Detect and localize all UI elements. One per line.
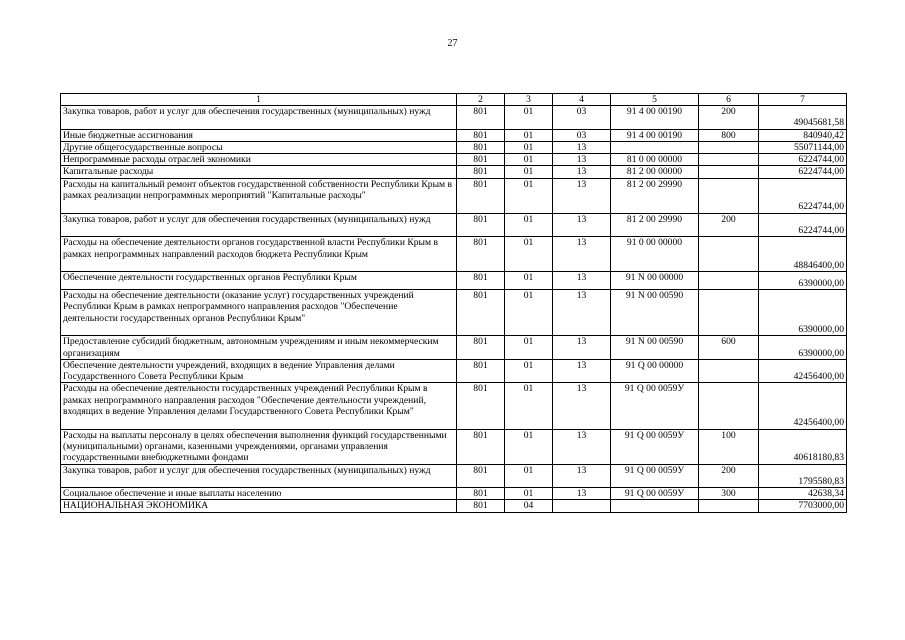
- row-code-cell: 801: [457, 272, 505, 290]
- row-code-cell: 801: [457, 290, 505, 336]
- row-subsection-cell: 13: [553, 383, 611, 429]
- row-subsection-cell: 13: [553, 272, 611, 290]
- row-expense-type-cell: 200: [699, 213, 759, 237]
- table-row: [61, 237, 847, 272]
- row-section-cell: 01: [505, 272, 553, 290]
- row-subsection-cell: 13: [553, 213, 611, 237]
- table-row: [61, 272, 847, 290]
- row-code-cell: 801: [457, 237, 505, 272]
- row-amount-cell: 6390000,00: [759, 272, 847, 290]
- row-amount-cell: 1795580,83: [759, 464, 847, 488]
- row-subsection-cell: 03: [553, 129, 611, 141]
- row-target-article-cell: 81 2 00 00000: [611, 166, 699, 178]
- row-target-article-cell: 81 0 00 00000: [611, 154, 699, 166]
- row-expense-type-cell: [699, 290, 759, 336]
- row-subsection-cell: 13: [553, 141, 611, 153]
- row-section-cell: 01: [505, 383, 553, 429]
- row-name-cell: Предоставление субсидий бюджетным, автономным учреждениям и иным некоммерческим организациям: [61, 336, 457, 360]
- row-subsection-cell: 13: [553, 166, 611, 178]
- row-name-cell: НАЦИОНАЛЬНАЯ ЭКОНОМИКА: [61, 500, 457, 512]
- table-row: [61, 166, 847, 178]
- row-amount-cell: 6390000,00: [759, 336, 847, 360]
- row-subsection-cell: 13: [553, 429, 611, 464]
- row-name-cell: Расходы на обеспечение деятельности государственных учреждений Республики Крым в рамках непрограммного направления расходов "Обеспечение деятельности учреждений, входящих в ведение Управления делами Государственного Совета Республики Крым": [61, 383, 457, 429]
- row-name-cell: Иные бюджетные ассигнования: [61, 129, 457, 141]
- row-expense-type-cell: [699, 359, 759, 383]
- row-expense-type-cell: [699, 500, 759, 512]
- row-amount-cell: 40618180,83: [759, 429, 847, 464]
- row-subsection-cell: 13: [553, 290, 611, 336]
- row-target-article-cell: [611, 141, 699, 153]
- row-expense-type-cell: 600: [699, 336, 759, 360]
- row-amount-cell: 6224744,00: [759, 213, 847, 237]
- row-amount-cell: 6224744,00: [759, 154, 847, 166]
- row-target-article-cell: 81 2 00 29990: [611, 178, 699, 213]
- row-name-cell: Закупка товаров, работ и услуг для обеспечения государственных (муниципальных) нужд: [61, 106, 457, 130]
- row-section-cell: 01: [505, 141, 553, 153]
- row-subsection-cell: 13: [553, 488, 611, 500]
- row-code-cell: 801: [457, 129, 505, 141]
- row-code-cell: 801: [457, 488, 505, 500]
- row-subsection-cell: 13: [553, 178, 611, 213]
- row-name-cell: Обеспечение деятельности учреждений, входящих в ведение Управления делами Государственного Совета Республики Крым: [61, 359, 457, 383]
- row-section-cell: 01: [505, 213, 553, 237]
- row-section-cell: 01: [505, 290, 553, 336]
- row-expense-type-cell: [699, 154, 759, 166]
- row-target-article-cell: 81 2 00 29990: [611, 213, 699, 237]
- header-cell: 4: [553, 94, 611, 106]
- table-row: [61, 488, 847, 500]
- row-code-cell: 801: [457, 500, 505, 512]
- row-code-cell: 801: [457, 429, 505, 464]
- row-code-cell: 801: [457, 383, 505, 429]
- row-name-cell: Расходы на капитальный ремонт объектов государственной собственности Республики Крым в рамках реализации непрограммных мероприятий "Капитальные расходы": [61, 178, 457, 213]
- header-cell: 1: [61, 94, 457, 106]
- budget-table: [60, 93, 847, 513]
- row-section-cell: 01: [505, 429, 553, 464]
- row-code-cell: 801: [457, 336, 505, 360]
- row-section-cell: 04: [505, 500, 553, 512]
- row-target-article-cell: 91 4 00 00190: [611, 129, 699, 141]
- header-cell: 3: [505, 94, 553, 106]
- row-amount-cell: 840940,42: [759, 129, 847, 141]
- row-target-article-cell: 91 N 00 00000: [611, 272, 699, 290]
- row-subsection-cell: 13: [553, 154, 611, 166]
- row-expense-type-cell: [699, 272, 759, 290]
- row-code-cell: 801: [457, 166, 505, 178]
- header-cell: 7: [759, 94, 847, 106]
- row-amount-cell: 6224744,00: [759, 166, 847, 178]
- table-row: [61, 359, 847, 383]
- row-section-cell: 01: [505, 488, 553, 500]
- row-amount-cell: 6224744,00: [759, 178, 847, 213]
- table-row: [61, 154, 847, 166]
- row-code-cell: 801: [457, 106, 505, 130]
- row-amount-cell: 6390000,00: [759, 290, 847, 336]
- row-target-article-cell: 91 Q 00 0059У: [611, 488, 699, 500]
- row-expense-type-cell: [699, 383, 759, 429]
- row-code-cell: 801: [457, 154, 505, 166]
- table-row: [61, 106, 847, 130]
- row-section-cell: 01: [505, 359, 553, 383]
- row-name-cell: Обеспечение деятельности государственных органов Республики Крым: [61, 272, 457, 290]
- row-expense-type-cell: 200: [699, 106, 759, 130]
- table-row: [61, 429, 847, 464]
- row-section-cell: 01: [505, 129, 553, 141]
- row-name-cell: Закупка товаров, работ и услуг для обеспечения государственных (муниципальных) нужд: [61, 213, 457, 237]
- table-header-row: [61, 94, 847, 106]
- row-subsection-cell: 13: [553, 464, 611, 488]
- row-target-article-cell: 91 Q 00 00000: [611, 359, 699, 383]
- page-number: 27: [447, 38, 458, 49]
- row-expense-type-cell: 200: [699, 464, 759, 488]
- row-amount-cell: 42638,34: [759, 488, 847, 500]
- row-name-cell: Другие общегосударственные вопросы: [61, 141, 457, 153]
- row-expense-type-cell: [699, 178, 759, 213]
- row-code-cell: 801: [457, 359, 505, 383]
- row-target-article-cell: 91 N 00 00590: [611, 290, 699, 336]
- table-row: [61, 336, 847, 360]
- row-target-article-cell: 91 4 00 00190: [611, 106, 699, 130]
- row-section-cell: 01: [505, 178, 553, 213]
- row-name-cell: Капитальные расходы: [61, 166, 457, 178]
- row-target-article-cell: 91 N 00 00590: [611, 336, 699, 360]
- row-amount-cell: 42456400,00: [759, 383, 847, 429]
- row-amount-cell: 49045681,58: [759, 106, 847, 130]
- row-name-cell: Расходы на обеспечение деятельности (оказание услуг) государственных учреждений Республики Крым в рамках непрограммного направления расходов "Обеспечение деятельности государственных органов Республики Крым": [61, 290, 457, 336]
- table-row: [61, 464, 847, 488]
- row-subsection-cell: 03: [553, 106, 611, 130]
- row-code-cell: 801: [457, 464, 505, 488]
- table-row: [61, 129, 847, 141]
- header-cell: 2: [457, 94, 505, 106]
- header-cell: 5: [611, 94, 699, 106]
- table-row: [61, 290, 847, 336]
- row-section-cell: 01: [505, 336, 553, 360]
- row-subsection-cell: 13: [553, 237, 611, 272]
- row-name-cell: Социальное обеспечение и иные выплаты населению: [61, 488, 457, 500]
- row-expense-type-cell: 300: [699, 488, 759, 500]
- row-subsection-cell: 13: [553, 359, 611, 383]
- row-code-cell: 801: [457, 178, 505, 213]
- row-amount-cell: 48846400,00: [759, 237, 847, 272]
- row-name-cell: Непрограммные расходы отраслей экономики: [61, 154, 457, 166]
- row-code-cell: 801: [457, 213, 505, 237]
- row-target-article-cell: 91 Q 00 0059У: [611, 429, 699, 464]
- row-target-article-cell: 91 Q 00 0059У: [611, 383, 699, 429]
- row-subsection-cell: [553, 500, 611, 512]
- row-section-cell: 01: [505, 237, 553, 272]
- row-name-cell: Расходы на выплаты персоналу в целях обеспечения выполнения функций государственными (муниципальными) органами, казенными учреждениями, органами управления государственными внебюджетными фондами: [61, 429, 457, 464]
- header-cell: 6: [699, 94, 759, 106]
- row-section-cell: 01: [505, 106, 553, 130]
- table-row: [61, 213, 847, 237]
- row-expense-type-cell: 100: [699, 429, 759, 464]
- row-section-cell: 01: [505, 464, 553, 488]
- row-section-cell: 01: [505, 166, 553, 178]
- row-code-cell: 801: [457, 141, 505, 153]
- row-target-article-cell: 91 0 00 00000: [611, 237, 699, 272]
- row-amount-cell: 7703000,00: [759, 500, 847, 512]
- row-name-cell: Расходы на обеспечение деятельности органов государственной власти Республики Крым в рамках непрограммных направлений расходов бюджета Республики Крым: [61, 237, 457, 272]
- row-expense-type-cell: [699, 237, 759, 272]
- table-row: [61, 500, 847, 512]
- row-amount-cell: 55071144,00: [759, 141, 847, 153]
- table-row: [61, 383, 847, 429]
- row-target-article-cell: 91 Q 00 0059У: [611, 464, 699, 488]
- row-name-cell: Закупка товаров, работ и услуг для обеспечения государственных (муниципальных) нужд: [61, 464, 457, 488]
- row-target-article-cell: [611, 500, 699, 512]
- row-expense-type-cell: 800: [699, 129, 759, 141]
- row-expense-type-cell: [699, 141, 759, 153]
- row-section-cell: 01: [505, 154, 553, 166]
- table-row: [61, 141, 847, 153]
- row-subsection-cell: 13: [553, 336, 611, 360]
- row-amount-cell: 42456400,00: [759, 359, 847, 383]
- row-expense-type-cell: [699, 166, 759, 178]
- table-row: [61, 178, 847, 213]
